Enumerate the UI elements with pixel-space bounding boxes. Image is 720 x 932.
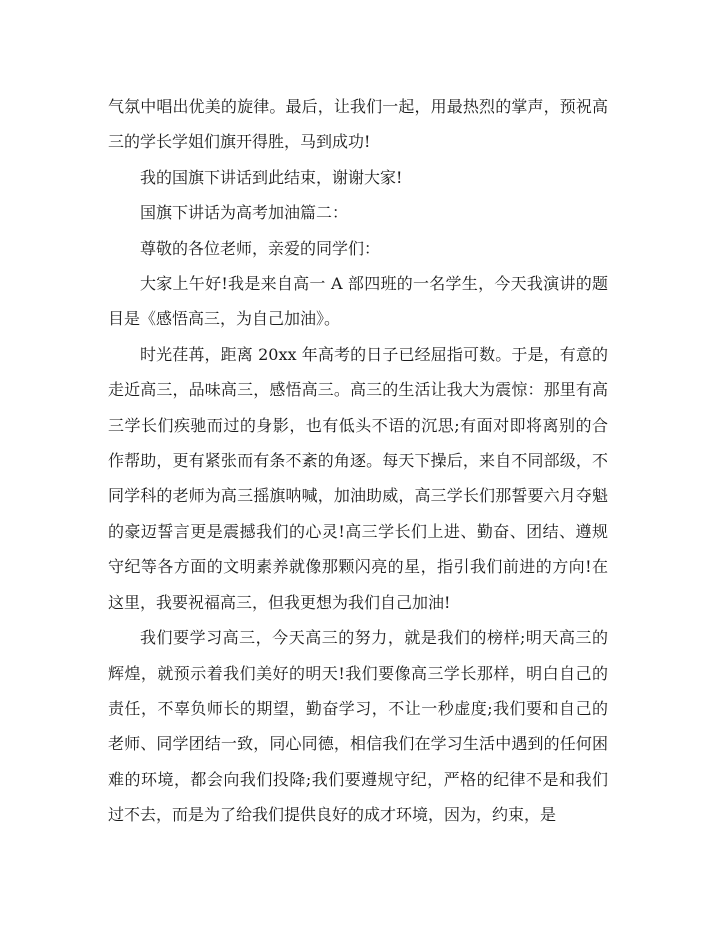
paragraph-5: 大家上午好!我是来自高一 A 部四班的一名学生，今天我演讲的题目是《感悟高三，为自己加油》。 xyxy=(108,274,608,329)
salutation: 尊敬的各位老师，亲爱的同学们： xyxy=(140,238,381,258)
section-heading: 国旗下讲话为高考加油篇二： xyxy=(140,203,349,223)
paragraph-1: 气氛中唱出优美的旋律。最后，让我们一起，用最热烈的掌声，预祝高三的学长学姐们旗开得胜，马到成功! xyxy=(108,97,608,152)
paragraph-2: 我的国旗下讲话到此结束，谢谢大家! xyxy=(140,167,403,187)
paragraph-7: 我们要学习高三，今天高三的努力，就是我们的榜样;明天高三的辉煌，就预示着我们美好的明天!我们要像高三学长那样，明白自己的责任，不辜负师长的期望，勤奋学习，不让一秒虚度;我们要和自己的老师、同学团结一致，同心同德，相信我们在学习生活中遇到的任何困难的环境，都会向我们投降;我们要遵规守纪，严格的纪律不是和我们过不去，而是为了给我们提供良好的成才环境，因为，约束，是 xyxy=(108,628,608,825)
paragraph-6: 时光荏苒，距离 20xx 年高考的日子已经屈指可数。于是，有意的走近高三，品味高三，感悟高三。高三的生活让我大为震惊：那里有高三学长们疾驰而过的身影，也有低头不语的沉思;有面对即将离别的合作帮助，更有紧张而有条不紊的角逐。每天下操后，来自不同部级，不同学科的老师为高三摇旗呐喊，加油助威，高三学长们那誓要六月夺魁的豪迈誓言更是震撼我们的心灵!高三学长们上进、勤奋、团结、遵规守纪等各方面的文明素养就像那颗闪亮的星，指引我们前进的方向!在这里，我要祝福高三，但我更想为我们自己加油! xyxy=(108,344,608,612)
document-body xyxy=(108,89,608,833)
